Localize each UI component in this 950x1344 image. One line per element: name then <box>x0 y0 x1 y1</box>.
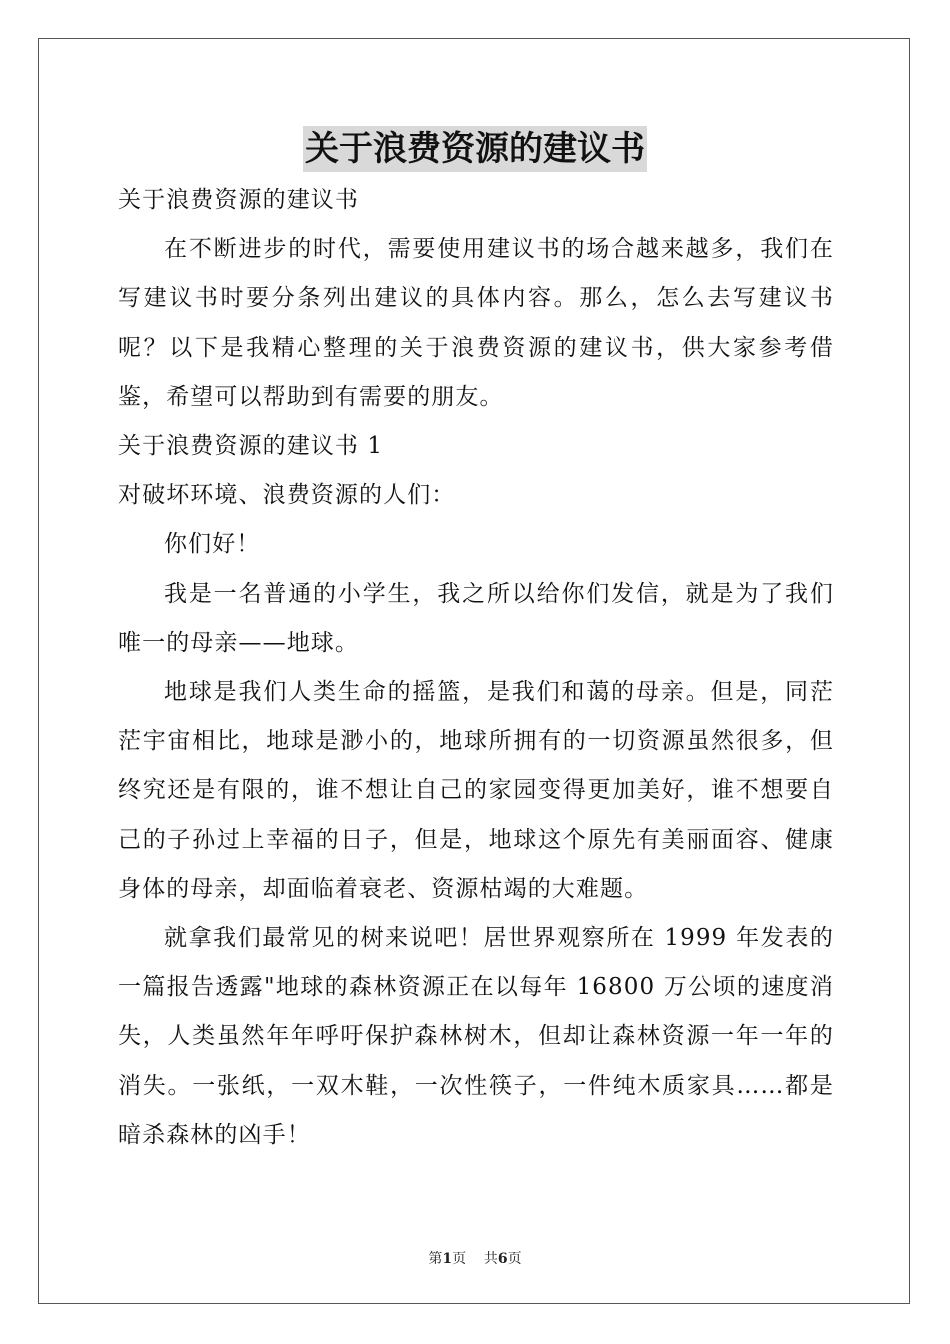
letter-addressee: 对破坏环境、浪费资源的人们： <box>118 482 456 509</box>
body-paragraph-2: 地球是我们人类生命的摇篮，是我们和蔼的母亲。但是，同茫茫宇宙相比，地球是渺小的，地球所拥有的一切资源虽然很多，但终究还是有限的，谁不想让自己的家园变得更加美好，谁不想要自己的子孙过上幸福的日子，但是，地球这个原先有美丽面容、健康身体的母亲，却面临着衰老、资源枯竭的大难题。 <box>118 679 834 902</box>
footer-page-suffix: 页 <box>452 1251 467 1267</box>
footer-total-pages: 6 <box>497 1251 508 1267</box>
footer-page-number: 1 <box>442 1251 453 1267</box>
footer-total-prefix: 共 <box>483 1251 498 1267</box>
page-footer <box>0 1248 950 1268</box>
intro-paragraph: 在不断进步的时代，需要使用建议书的场合越来越多，我们在写建议书时要分条列出建议的具体内容。那么，怎么去写建议书呢？以下是我精心整理的关于浪费资源的建议书，供大家参考借鉴，希望可以帮助到有需要的朋友。 <box>118 236 834 410</box>
footer-total-suffix: 页 <box>507 1251 522 1267</box>
letter-greeting: 你们好！ <box>164 531 261 558</box>
body-paragraph-1: 我是一名普通的小学生，我之所以给你们发信，就是为了我们唯一的母亲——地球。 <box>118 580 834 656</box>
footer-page-prefix: 第 <box>428 1251 443 1267</box>
body-paragraph-3: 就拿我们最常见的树来说吧！居世界观察所在 1999 年发表的一篇报告透露"地球的森林资源正在以每年 16800 万公顷的速度消失，人类虽然年年呼吁保护森林树木，但却让森林资源一年一年的消失。一张纸，一双木鞋，一次性筷子，一件纯木质家具……都是暗杀森林的凶手！ <box>118 925 834 1148</box>
document-body <box>118 176 834 1160</box>
document-title: 关于浪费资源的建议书 <box>303 126 647 172</box>
document-subtitle: 关于浪费资源的建议书 <box>118 187 359 213</box>
section-heading: 关于浪费资源的建议书 1 <box>118 433 384 460</box>
document-title-container <box>0 126 950 172</box>
